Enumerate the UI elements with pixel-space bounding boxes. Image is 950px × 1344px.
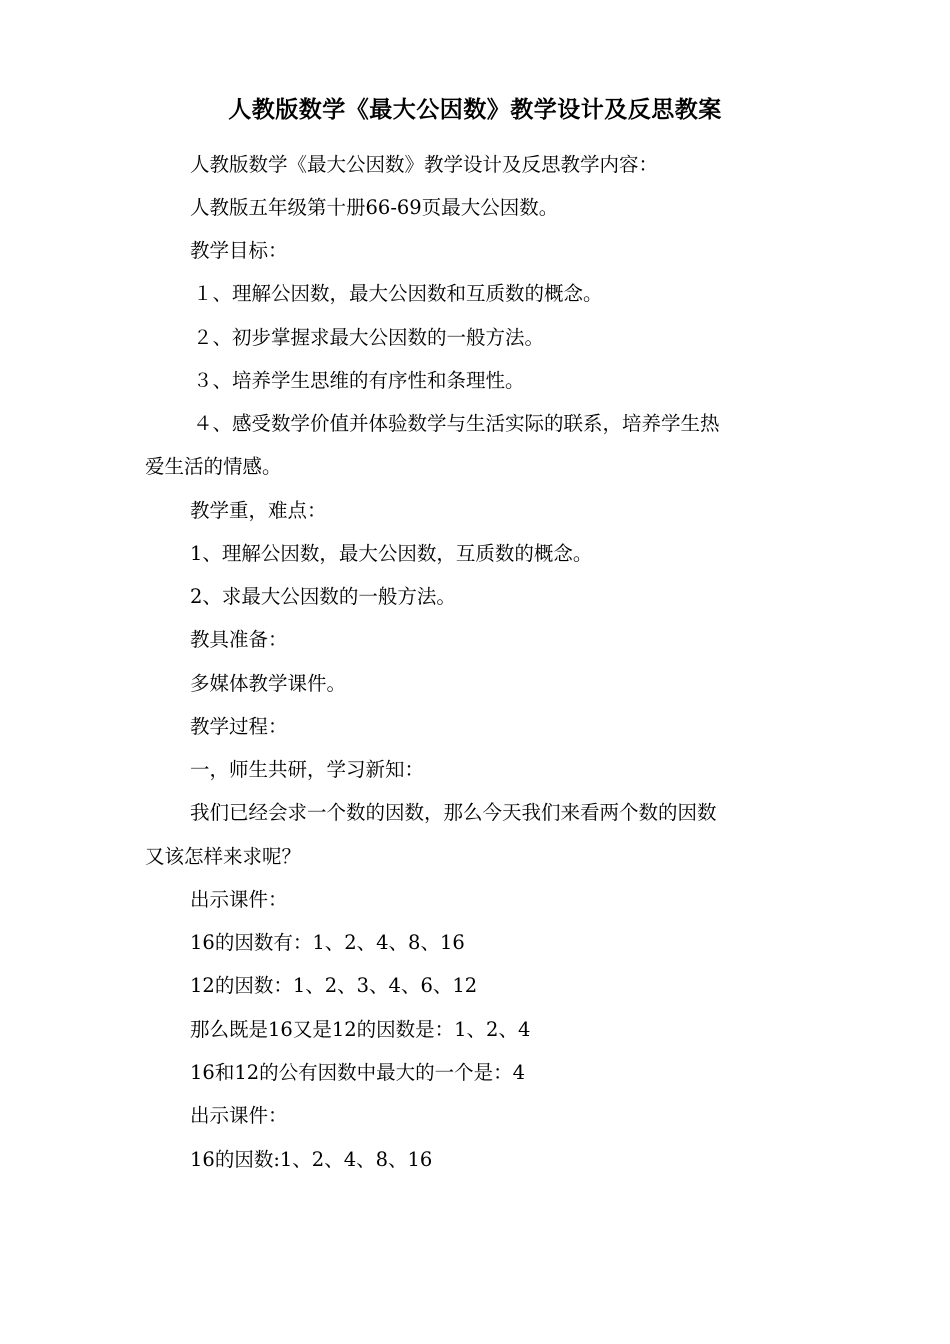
paragraph: 那么既是16又是12的因数是：1、2、4	[190, 1018, 531, 1041]
list-item: 1、理解公因数，最大公因数，互质数的概念。	[190, 542, 593, 565]
paragraph: 人教版五年级第十册66-69页最大公因数。	[190, 196, 559, 219]
list-item: 2、求最大公因数的一般方法。	[190, 585, 456, 608]
paragraph: 教学目标：	[190, 239, 288, 262]
paragraph: 教学重，难点：	[190, 499, 327, 522]
list-item: ４、感受数学价值并体验数学与生活实际的联系，培养学生热	[193, 412, 720, 435]
paragraph-continuation: 又该怎样来求呢？	[145, 845, 302, 868]
list-item: ３、培养学生思维的有序性和条理性。	[193, 369, 525, 392]
paragraph: 教具准备：	[190, 628, 288, 651]
paragraph: 多媒体教学课件。	[190, 672, 347, 695]
paragraph: 12的因数：1、2、3、4、6、12	[190, 974, 478, 997]
paragraph: 16和12的公有因数中最大的一个是：4	[190, 1061, 526, 1084]
paragraph: 我们已经会求一个数的因数，那么今天我们来看两个数的因数	[190, 801, 717, 824]
paragraph: 人教版数学《最大公因数》教学设计及反思教学内容：	[190, 153, 659, 176]
paragraph: 一，师生共研，学习新知：	[190, 758, 425, 781]
paragraph: 16的因数:1、2、4、8、16	[190, 1148, 433, 1171]
paragraph: 出示课件：	[190, 1104, 288, 1127]
list-item: １、理解公因数，最大公因数和互质数的概念。	[193, 282, 603, 305]
paragraph: 出示课件：	[190, 888, 288, 911]
paragraph: 16的因数有：1、2、4、8、16	[190, 931, 465, 954]
document-title: 人教版数学《最大公因数》教学设计及反思教案	[228, 96, 722, 123]
list-item: ２、初步掌握求最大公因数的一般方法。	[193, 326, 545, 349]
paragraph: 教学过程：	[190, 715, 288, 738]
paragraph-continuation: 爱生活的情感。	[145, 455, 282, 478]
